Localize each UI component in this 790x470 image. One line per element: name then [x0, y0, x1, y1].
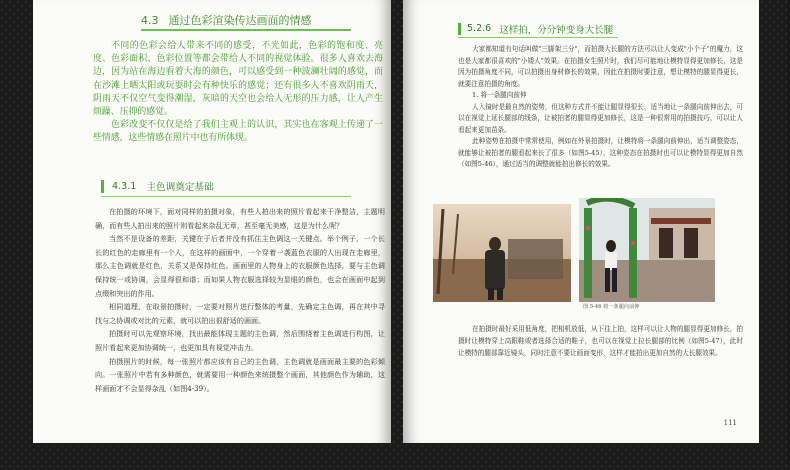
section-heading	[141, 11, 351, 31]
body-paragraph: 当然不是设备的差距，关键在于后者并没有抓住主色调这一关键点。举个例子，一个长长的红色的走廊里有一个人，在这样的画面中，一个穿着一袭蓝色衣服的人出现在走廊里，那么主色调就是红色，关系又是保持红色。画面里的人物身上的衣服颜色选择，要与主色调保持统一或协调，会显得很和谐；而如果人物衣服选择较为显眼的颜色，也会在画面中起到点缀和突出的作用。	[95, 234, 385, 298]
body-paragraph: 人入镜时是最自然的姿势，但这种方式并不能让腿显得很长，适当地让一条腿向前伸出去，可以在视觉上延长腿部的线条，让被拍者的腿显得更加修长，这是一种很常用的拍摄技巧，可以让人看起来更加苗条。	[458, 102, 743, 134]
figure-caption: 图 5-46 将一条腿向前伸	[583, 304, 640, 310]
body-paragraph: 在拍摄的环境下，面对同样的拍摄对象，有些人拍出来的照片看起来干净整洁，主题明确，而有些人拍出来的照片则看起来杂乱无章，甚至毫无美感，这是为什么呢？	[95, 207, 385, 230]
right-page	[403, 0, 759, 443]
intro-paragraph: 不同的色彩会给人带来不同的感受，不光如此，色彩的饱和度、亮度、色彩面积、色彩位置等都会带给人不同的视觉体验。很多人喜欢去海边，因为站在海边看着大海的颜色，可以感受到一种波澜壮阔的感觉，而在沙滩上晒太阳或玩耍时会有种快乐的感觉；还有很多人不喜欢阴雨天，阴雨天不仅空气变得潮湿，灰暗的天空也会给人无形的压力感，让人产生烦躁、压抑的感觉。	[93, 41, 383, 118]
list-heading: 1. 将一条腿向前伸	[472, 91, 527, 99]
body-paragraph: 拍摄照片的时候，每一张照片都应该有自己的主色调，主色调就是画面最主要的色彩倾向。一张照片中若有多种颜色，就需要用一种颜色来统摄整个画面，其他颜色作为辅助，这样画面才不会显得杂乱（如图4-39）。	[95, 356, 385, 393]
photo-man-outdoor	[433, 204, 571, 302]
heading-bar	[101, 180, 104, 193]
section-number: 4.3	[141, 13, 159, 27]
photo-image	[579, 198, 715, 302]
body-paragraph: 相同道理，在取景拍摄时，一定要对照片进行整体的考量，先确定主色调，再在其中寻找与之协调或对比的元素，就可以拍出很舒适的画面。	[95, 302, 385, 325]
body-paragraph: 在拍摄时最好采用低角度，把相机放低，从下往上拍，这样可以让人物的腿显得更加修长，拍摄时让模特穿上高跟鞋或者选择合适的鞋子，也可以在视觉上拉长腿部的比例（如图5-47），此时让模特的腿部靠近镜头，同时注意不要让画面变形，这样才能拍出更加自然的大长腿效果。	[458, 325, 743, 357]
left-page	[33, 0, 391, 443]
section-heading	[458, 20, 618, 38]
body-text-top	[458, 44, 743, 171]
photo-image	[433, 204, 571, 302]
section-title: 通过色彩渲染传达画面的情感	[168, 14, 312, 27]
subsection-title: 主色调奠定基础	[146, 182, 214, 193]
body-paragraph: 大家都知道有句话叫做"三脚架三分"，而拍摄大长腿的方法可以让人变成"小个子"的魔力，这也是大家都很喜欢的"小矮人"效果。在拍摄女生照片时，我们尽可能地让模特显得更加修长，这是因为拍摄角度不同，可以拍摄出身材修长的效果，因此在拍摄时要注意，想让模特的腿显得更长，就要注意拍摄的角度。	[458, 45, 743, 88]
subsection-heading	[101, 176, 351, 197]
page-number: 111	[723, 419, 737, 427]
body-text-bottom	[458, 324, 743, 359]
intro-paragraph: 色彩改变不仅仅是给了我们主观上的认识，其实也在客观上传递了一些情感，这些情感在照片中也有所体现。	[93, 120, 383, 144]
body-paragraph: 拍摄时可以先观察环境，找出最能体现主题的主色调，然后围绕着主色调进行构图，让照片看起来更加协调统一，也更加具有视觉冲击力。	[95, 329, 385, 352]
heading-bar	[458, 23, 461, 35]
subsection-number: 4.3.1	[112, 180, 137, 192]
body-paragraph: 此种姿势在拍摄中常常使用，例如在外景拍摄时，让模特将一条腿向前伸出，适当调整姿态，就能够让被拍者的腿看起来长了很多（如图5-45），这种姿态在拍摄时也可以让模特显得更加自然（如图5-46），通过适当的调整就能拍出修长的效果。	[458, 137, 743, 168]
photo-woman-garden	[579, 198, 715, 302]
section-title: 这样拍，分分钟变身大长腿	[499, 24, 614, 36]
section-number: 5.2.6	[467, 23, 492, 34]
body-text	[95, 205, 385, 395]
intro-text	[93, 40, 383, 146]
